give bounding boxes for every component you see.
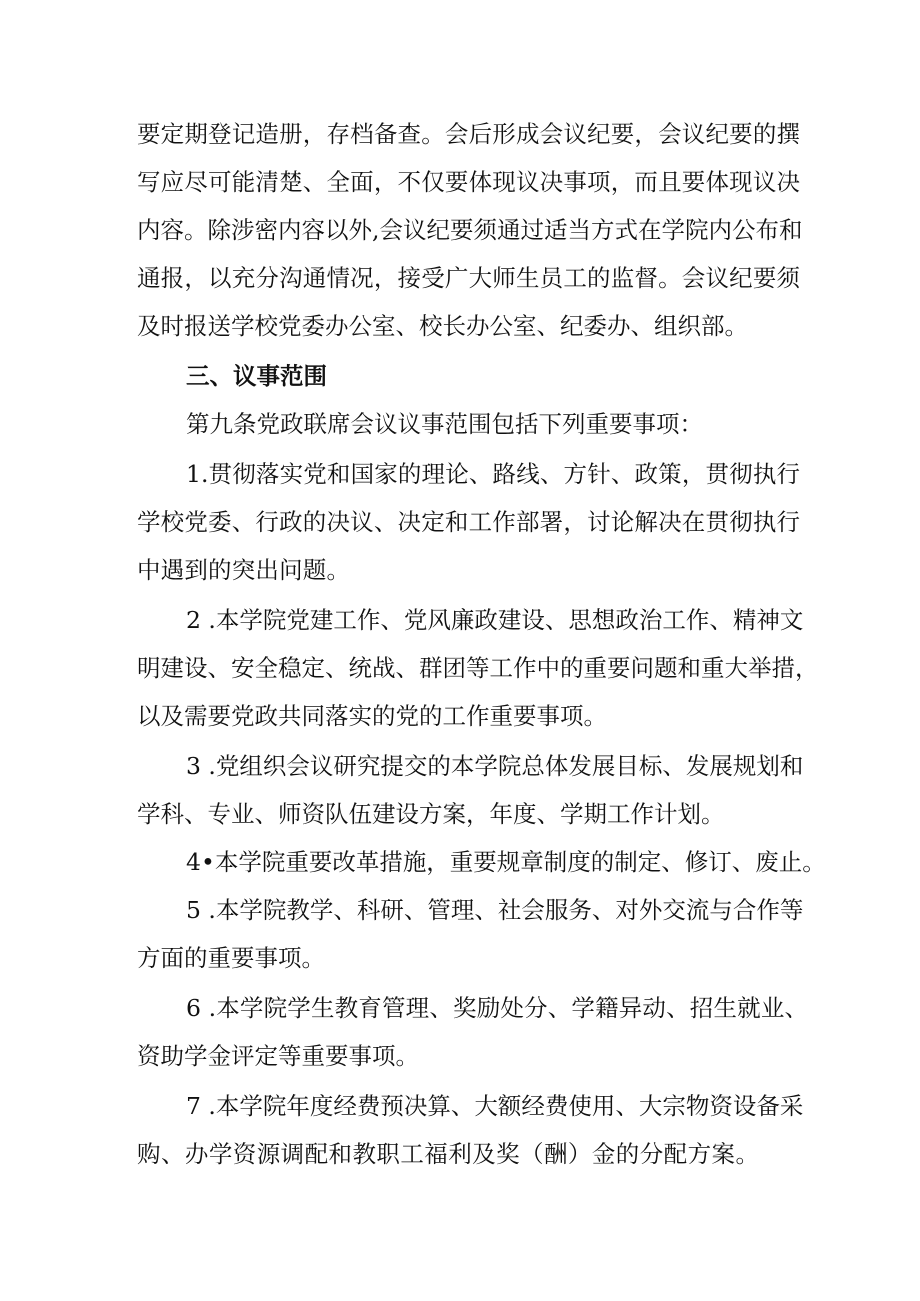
article-intro-text: 第九条党政联席会议议事范围包括下列重要事项： bbox=[186, 410, 703, 438]
list-item-line bbox=[0, 600, 920, 640]
article-intro bbox=[0, 404, 920, 444]
list-item-line bbox=[0, 502, 920, 542]
paragraph-line bbox=[0, 114, 920, 154]
list-item-text: 以及需要党政共同落实的党的工作重要事项。 bbox=[137, 702, 607, 730]
list-item-text: 中遇到的突出问题。 bbox=[137, 556, 350, 584]
list-item-text: 明建设、安全稳定、统战、群团等工作中的重要问题和重大举措， bbox=[137, 654, 819, 682]
list-item-line bbox=[0, 1036, 920, 1076]
paragraph-text: 内容。除涉密内容以外,会议纪要须通过适当方式在学院内公布和 bbox=[137, 216, 803, 244]
list-item-text: 2 .本学院党建工作、党风廉政建设、思想政治工作、精神文 bbox=[186, 606, 804, 634]
list-item-line bbox=[0, 794, 920, 834]
section-heading bbox=[0, 356, 920, 396]
list-item-text: 7 .本学院年度经费预决算、大额经费使用、大宗物资设备采 bbox=[186, 1092, 804, 1120]
list-item-text: 1.贯彻落实党和国家的理论、路线、方针、政策，贯彻执行 bbox=[186, 460, 800, 488]
paragraph-line bbox=[0, 258, 920, 298]
list-item-text: 6 .本学院学生教育管理、奖励处分、学籍异动、招生就业、 bbox=[186, 994, 808, 1022]
list-item-line bbox=[0, 890, 920, 930]
list-item-text: 4•本学院重要改革措施，重要规章制度的制定、修订、废止。 bbox=[186, 848, 826, 876]
list-item-line bbox=[0, 648, 920, 688]
list-item-text: 方面的重要事项。 bbox=[137, 944, 325, 972]
paragraph-text: 及时报送学校党委办公室、校长办公室、纪委办、组织部。 bbox=[137, 312, 748, 340]
paragraph-line bbox=[0, 162, 920, 202]
paragraph-line bbox=[0, 306, 920, 346]
paragraph-text: 要定期登记造册，存档备查。会后形成会议纪要，会议纪要的撰 bbox=[137, 120, 800, 148]
list-item-text: 学校党委、行政的决议、决定和工作部署，讨论解决在贯彻执行 bbox=[137, 508, 800, 536]
list-item-line bbox=[0, 1134, 920, 1174]
paragraph-text: 写应尽可能清楚、全面，不仅要体现议决事项，而且要体现议决 bbox=[137, 168, 800, 196]
list-item-line bbox=[0, 696, 920, 736]
list-item-line bbox=[0, 1086, 920, 1126]
list-item-line bbox=[0, 550, 920, 590]
paragraph-text: 通报，以充分沟通情况，接受广大师生员工的监督。会议纪要须 bbox=[137, 264, 800, 292]
list-item-line bbox=[0, 454, 920, 494]
list-item-text: 5 .本学院教学、科研、管理、社会服务、对外交流与合作等 bbox=[186, 896, 804, 924]
section-heading-text: 三、议事范围 bbox=[186, 362, 327, 390]
list-item-line bbox=[0, 842, 920, 882]
list-item-text: 资助学金评定等重要事项。 bbox=[137, 1042, 419, 1070]
list-item-line bbox=[0, 746, 920, 786]
list-item-line bbox=[0, 988, 920, 1028]
list-item-line bbox=[0, 938, 920, 978]
list-item-text: 学科、专业、师资队伍建设方案，年度、学期工作计划。 bbox=[137, 800, 725, 828]
list-item-text: 购、办学资源调配和教职工福利及奖（酬）金的分配方案。 bbox=[137, 1140, 759, 1168]
list-item-text: 3 .党组织会议研究提交的本学院总体发展目标、发展规划和 bbox=[186, 752, 804, 780]
paragraph-line bbox=[0, 210, 920, 250]
